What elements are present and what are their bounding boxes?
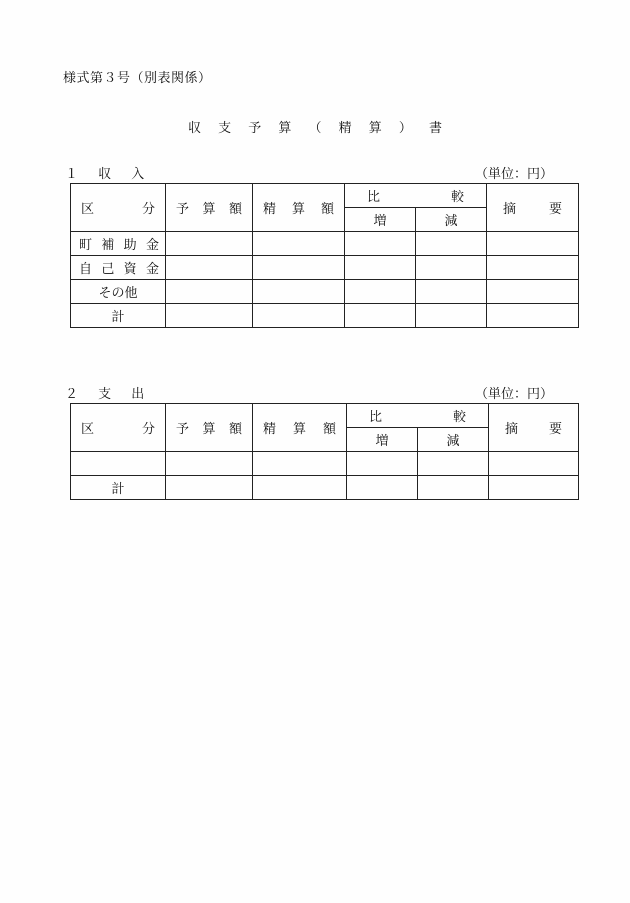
col-increase: 増	[347, 428, 418, 452]
increase-cell	[345, 304, 416, 328]
budget-cell	[166, 452, 253, 476]
remarks-cell	[487, 280, 579, 304]
expenditure-unit-label: （単位：円）	[474, 387, 553, 402]
form-number: 様式第３号（別表関係）	[63, 71, 212, 86]
row-label	[71, 452, 166, 476]
settlement-cell	[253, 476, 347, 500]
remarks-cell	[489, 452, 579, 476]
col-decrease: 減	[418, 428, 489, 452]
budget-cell	[166, 476, 253, 500]
table-row-total	[71, 304, 579, 328]
income-unit-label: （単位：円）	[474, 167, 553, 182]
col-remarks: 摘 要	[489, 404, 579, 452]
budget-cell	[166, 256, 253, 280]
row-label: 町補助金	[71, 232, 166, 256]
row-label-total: 計	[71, 476, 166, 500]
row-label: 自己資金	[71, 256, 166, 280]
decrease-cell	[418, 452, 489, 476]
settlement-cell	[253, 304, 345, 328]
col-decrease: 減	[416, 208, 487, 232]
income-section	[65, 163, 578, 328]
col-increase: 増	[345, 208, 416, 232]
settlement-cell	[253, 280, 345, 304]
col-comparison: 比 較	[347, 404, 489, 428]
expenditure-table	[70, 403, 579, 500]
decrease-cell	[416, 280, 487, 304]
table-row-total	[71, 476, 579, 500]
col-budget: 予 算 額	[166, 184, 253, 232]
table-row	[71, 256, 579, 280]
budget-cell	[166, 304, 253, 328]
increase-cell	[345, 280, 416, 304]
increase-cell	[347, 476, 418, 500]
col-remarks: 摘 要	[487, 184, 579, 232]
decrease-cell	[416, 256, 487, 280]
expenditure-heading: ２ 支 出	[65, 387, 145, 402]
decrease-cell	[416, 304, 487, 328]
row-label: その他	[71, 280, 166, 304]
income-header	[65, 163, 578, 183]
increase-cell	[345, 256, 416, 280]
decrease-cell	[416, 232, 487, 256]
col-category: 区 分	[71, 184, 166, 232]
expenditure-header	[65, 383, 578, 403]
remarks-cell	[487, 304, 579, 328]
col-comparison: 比 較	[345, 184, 487, 208]
col-settlement: 精 算 額	[253, 404, 347, 452]
col-settlement: 精 算 額	[253, 184, 345, 232]
settlement-cell	[253, 452, 347, 476]
remarks-cell	[487, 256, 579, 280]
remarks-cell	[487, 232, 579, 256]
budget-cell	[166, 280, 253, 304]
table-row	[71, 452, 579, 476]
increase-cell	[345, 232, 416, 256]
income-heading: １ 収 入	[65, 167, 145, 182]
col-category: 区 分	[71, 404, 166, 452]
col-budget: 予 算 額	[166, 404, 253, 452]
expenditure-section	[65, 383, 578, 500]
settlement-cell	[253, 232, 345, 256]
remarks-cell	[489, 476, 579, 500]
increase-cell	[347, 452, 418, 476]
table-row	[71, 232, 579, 256]
settlement-cell	[253, 256, 345, 280]
income-table	[70, 183, 579, 328]
table-row	[71, 280, 579, 304]
decrease-cell	[418, 476, 489, 500]
budget-cell	[166, 232, 253, 256]
row-label-total: 計	[71, 304, 166, 328]
document-title: 収 支 予 算 （ 精 算 ） 書	[187, 121, 443, 136]
